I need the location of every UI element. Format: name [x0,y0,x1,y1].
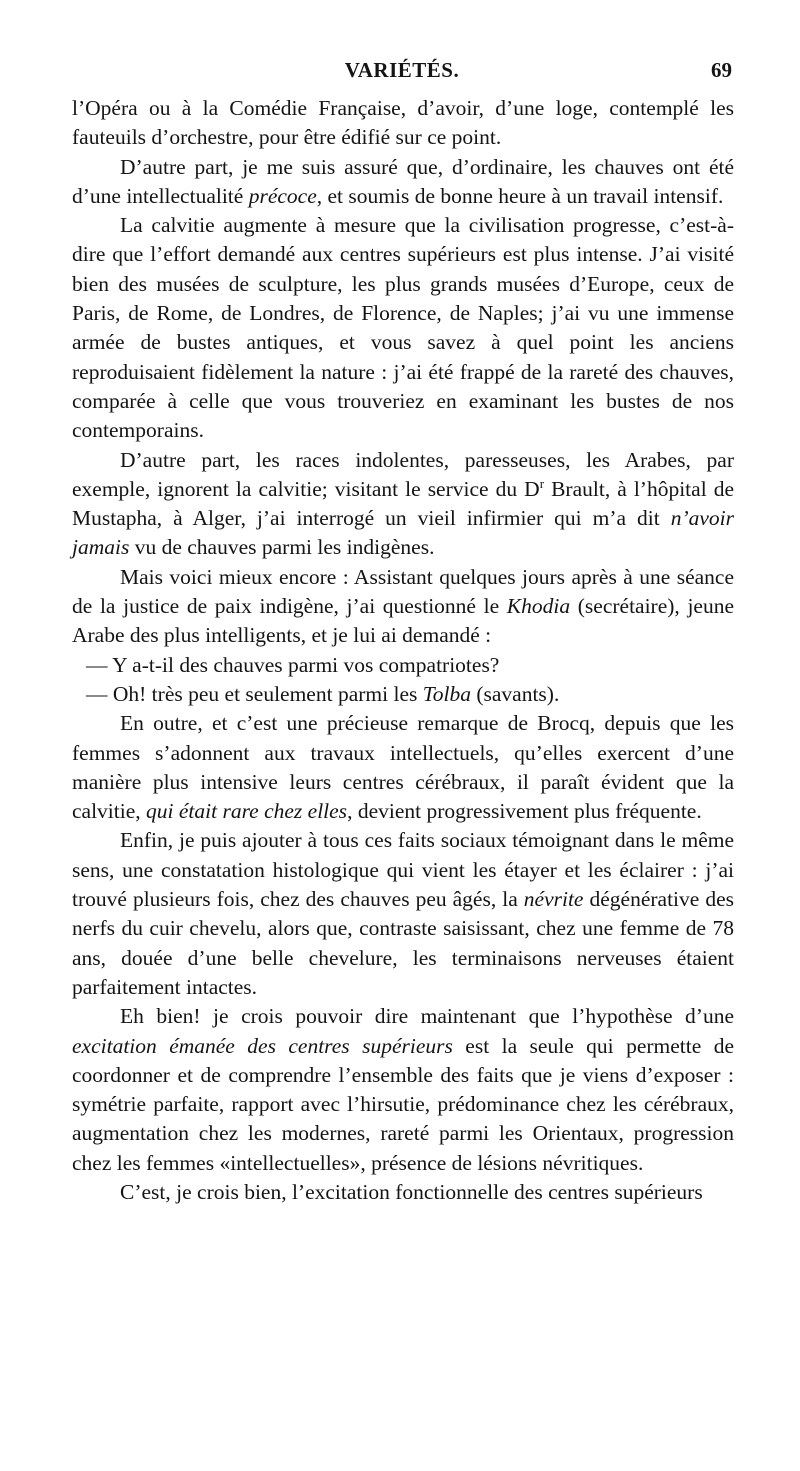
text-run: — Y a-t-il des chauves parmi vos compatriotes? [86,652,500,677]
italic-text: n’avoir jamais [72,506,734,560]
paragraph [72,446,734,563]
text-run: — Oh! très peu et seulement parmi les [86,681,423,706]
italic-text: névrite [523,887,584,912]
paragraph [72,709,734,826]
text-run: l’Opéra ou à la Comédie Française, d’avoir, d’une loge, contemplé les fauteuils d’orchestre, pour être édifié sur ce point. [72,96,734,150]
dialogue-line [72,680,734,709]
italic-text: excitation émanée des centres supérieurs [72,1033,453,1058]
text-run: Mais voici mieux encore : Assistant quelques jours après à une séance de la justice de paix indigène, j’ai questionné le [72,564,734,619]
paragraph [72,1178,734,1207]
text-run: C’est, je crois bien, l’excitation fonctionnelle des centres supérieurs [120,1179,703,1204]
italic-text: Khodia [506,594,571,619]
paragraph [72,153,734,212]
page-number: 69 [711,58,732,82]
superscript-text: r [539,475,545,491]
running-title: VARIÉTÉS. [344,58,460,82]
paragraph [72,1002,734,1178]
paragraph [72,94,734,153]
text-run: , et soumis de bonne heure à un travail intensif. [316,183,724,208]
italic-text: qui était rare chez elles [146,799,348,824]
text-run: est la seule qui permette de coordonner et de comprendre l’ensemble des faits que je viens d’exposer : symétrie parfaite, rapport avec l’hirsutie, prédominance chez les cérébraux, augmentation chez les modernes, rareté parmi les Orientaux, progression chez les femmes «intellectuelles», présence de lésions névritiques. [72,1033,734,1175]
page-header [72,52,732,88]
paragraph [72,563,734,651]
paragraph [72,826,734,1002]
text-run: Enfin, je puis ajouter à tous ces faits sociaux témoignant dans le même sens, une constatation histologique qui vient les étayer et les éclairer : j’ai trouvé plusieurs fois, chez des chauves peu âgés, la [72,828,734,912]
text-run: D’autre part, je me suis assuré que, d’ordinaire, les chauves ont été d’une intellectualité [72,154,734,208]
text-run: , devient progressivement plus fréquente. [347,799,702,824]
text-run: dégénérative des nerfs du cuir chevelu, alors que, contraste saisissant, chez une femme de 78 ans, douée d’une belle chevelure, les terminaisons nerveuses étaient parfaitement intactes. [72,887,735,999]
dialogue-line [72,651,734,680]
paragraph [72,211,734,445]
text-run: En outre, et c’est une précieuse remarque de Brocq, depuis que les femmes s’adonnent aux travaux intellectuels, qu’elles exercent d’une manière plus intensive leurs centres cérébraux, il paraît évident que la calvitie, [72,711,734,824]
text-run: vu de chauves parmi les indigènes. [129,535,435,560]
text-run: D’autre part, les races indolentes, paresseuses, les Arabes, par exemple, ignorent la calvitie; visitant le service du D [72,447,734,501]
italic-text: précoce [248,183,317,208]
text-run: (secrétaire), jeune Arabe des plus intelligents, et je lui ai demandé : [72,594,734,648]
body-text [72,94,734,1207]
text-run: Eh bien! je crois pouvoir dire maintenant que l’hypothèse d’une [120,1004,734,1029]
text-run: Brault, à l’hôpital de Mustapha, à Alger, j’ai interrogé un vieil infirmier qui m’a dit [72,476,734,531]
text-run: La calvitie augmente à mesure que la civilisation progresse, c’est-à-dire que l’effort demandé aux centres supérieurs est plus intense. J’ai visité bien des musées de sculpture, les plus grands musées d’Europe, ceux de Paris, de Rome, de Londres, de Florence, de Naples; j’ai vu une immense armée de bustes antiques, et vous savez à quel point les anciens reproduisaient fidèlement la nature : j’ai été frappé de la rareté des chauves, comparée à celle que vous trouveriez en examinant les bustes de nos contemporains. [72,213,734,443]
italic-text: Tolba [422,681,471,706]
text-run: (savants). [470,681,560,706]
